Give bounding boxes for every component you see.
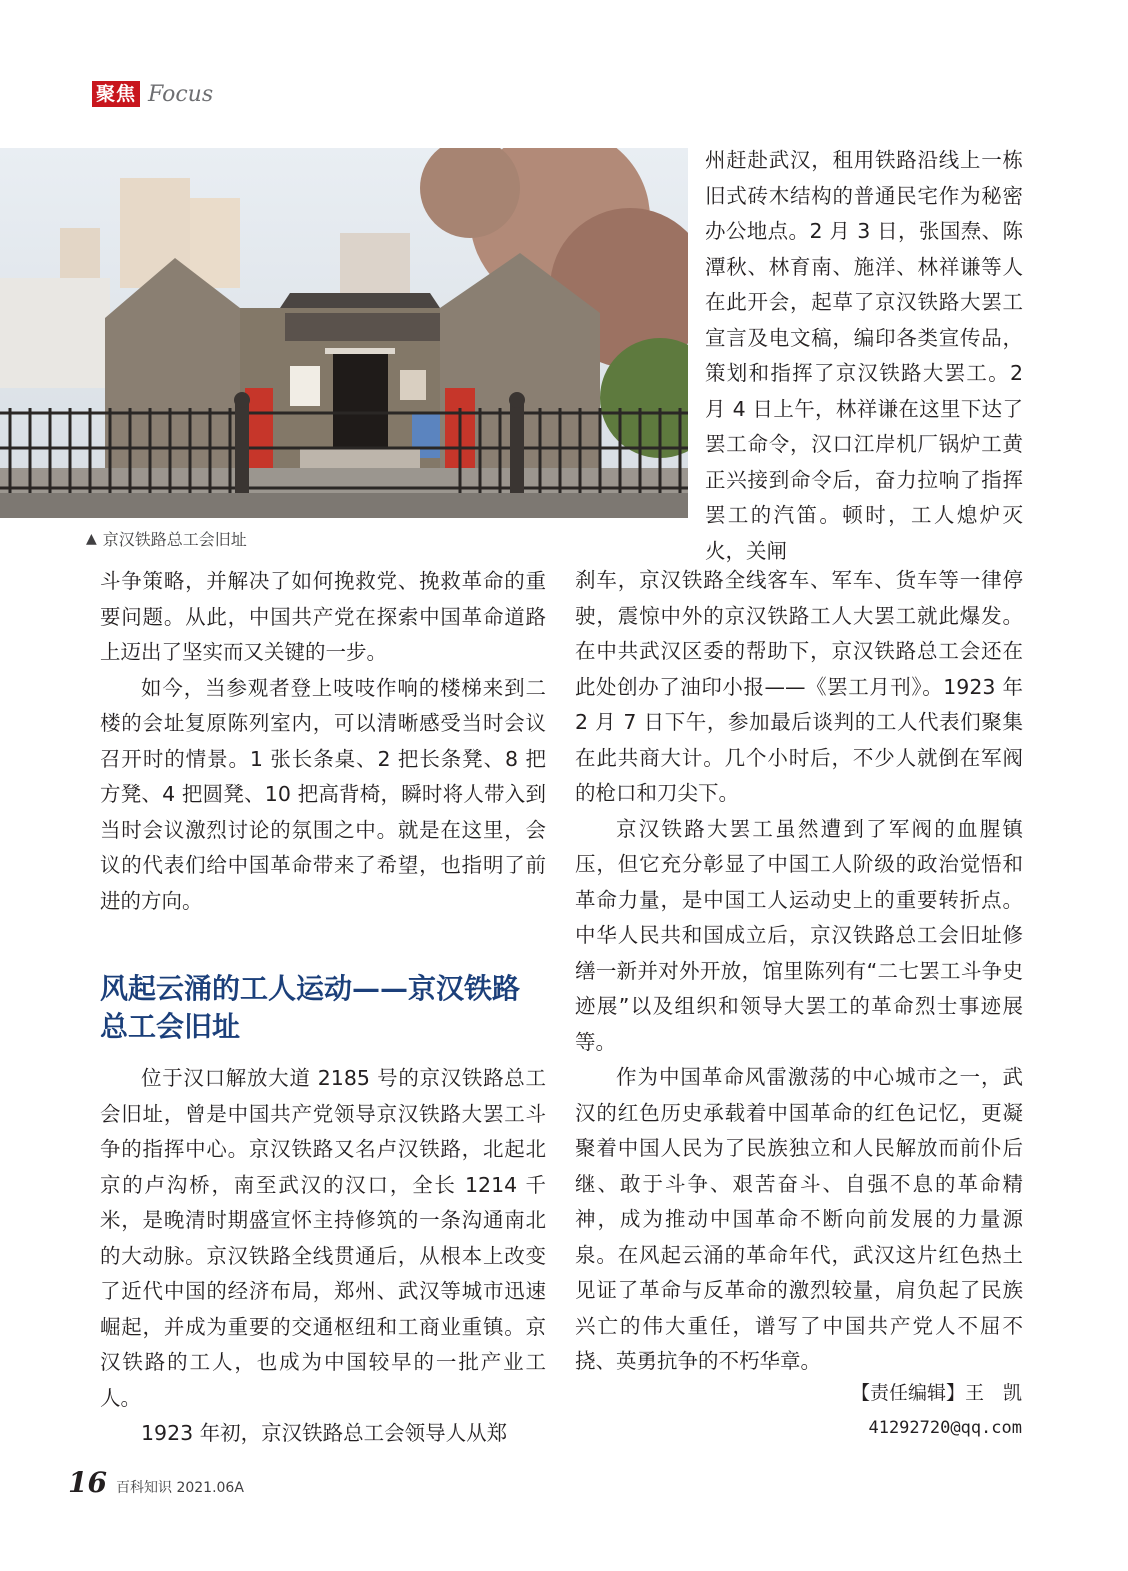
caption-triangle-icon: ▲	[86, 530, 97, 547]
paragraph: 斗争策略，并解决了如何挽救党、挽救革命的重要问题。从此，中国共产党在探索中国革命道路上迈出了坚实而又关键的一步。	[100, 569, 546, 664]
caption-text: 京汉铁路总工会旧址	[102, 530, 247, 549]
page-number: 16	[68, 1466, 107, 1499]
section-tag: 聚焦	[92, 81, 140, 107]
section-header	[92, 80, 213, 108]
right-column	[575, 563, 1023, 1380]
right-column-top	[705, 143, 1023, 569]
magazine-issue: 百科知识 2021.06A	[116, 1480, 244, 1496]
responsible-editor: 【责任编辑】王 凯	[850, 1382, 1022, 1404]
paragraph: 作为中国革命风雷激荡的中心城市之一，武汉的红色历史承载着中国革命的红色记忆，更凝聚着中国人民为了民族独立和人民解放而前仆后继、敢于斗争、艰苦奋斗、自强不息的革命精神，成为推动中国革命不断向前发展的力量源泉。在风起云涌的革命年代，武汉这片红色热土见证了革命与反革命的激烈较量，肩负起了民族兴亡的伟大重任，谱写了中国共产党人不屈不挠、英勇抗争的不朽华章。	[575, 1065, 1023, 1373]
paragraph: 刹车，京汉铁路全线客车、军车、货车等一律停驶，震惊中外的京汉铁路工人大罢工就此爆发。在中共武汉区委的帮助下，京汉铁路总工会还在此处创办了油印小报——《罢工月刊》。1923 年 2 月 7 日下午，参加最后谈判的工人代表们聚集在此共商大计。几个小时后，不少人就倒在军阀的枪口和刀尖下。	[575, 568, 1023, 805]
editor-email: 41292720@qq.com	[868, 1418, 1022, 1438]
left-column-top	[100, 564, 546, 919]
photo-caption	[86, 527, 247, 550]
section-tag-english: Focus	[148, 81, 214, 107]
paragraph: 1923 年初，京汉铁路总工会领导人从郑	[141, 1421, 508, 1445]
left-column-bottom	[100, 1061, 546, 1452]
building-photo	[0, 148, 688, 518]
paragraph: 州赶赴武汉，租用铁路沿线上一栋旧式砖木结构的普通民宅作为秘密办公地点。2 月 3 日，张国焘、陈潭秋、林育南、施洋、林祥谦等人在此开会，起草了京汉铁路大罢工宣言及电文稿，编印各类宣传品，策划和指挥了京汉铁路大罢工。2 月 4 日上午，林祥谦在这里下达了罢工命令，汉口江岸机厂锅炉工黄正兴接到命令后，奋力拉响了指挥罢工的汽笛。顿时，工人熄炉灭火，关闸	[705, 148, 1023, 563]
paragraph: 如今，当参观者登上吱吱作响的楼梯来到二楼的会址复原陈列室内，可以清晰感受当时会议召开时的情景。1 张长条桌、2 把长条凳、8 把方凳、4 把圆凳、10 把高背椅，瞬时将人带入到当时会议激烈讨论的氛围之中。就是在这里，会议的代表们给中国革命带来了希望，也指明了前进的方向。	[100, 675, 546, 913]
section-heading: 风起云涌的工人运动——京汉铁路总工会旧址	[100, 972, 521, 1043]
paragraph: 京汉铁路大罢工虽然遭到了军阀的血腥镇压，但它充分彰显了中国工人阶级的政治觉悟和革命力量，是中国工人运动史上的重要转折点。中华人民共和国成立后，京汉铁路总工会旧址修缮一新并对外开放，馆里陈列有“二七罢工斗争史迹展”以及组织和领导大罢工的革命烈士事迹展等。	[575, 816, 1023, 1054]
paragraph: 位于汉口解放大道 2185 号的京汉铁路总工会旧址，曾是中国共产党领导京汉铁路大罢工斗争的指挥中心。京汉铁路又名卢汉铁路，北起北京的卢沟桥，南至武汉的汉口，全长 1214 千米，是晚清时期盛宣怀主持修筑的一条沟通南北的大动脉。京汉铁路全线贯通后，从根本上改变了近代中国的经济布局，郑州、武汉等城市迅速崛起，并成为重要的交通枢纽和工商业重镇。京汉铁路的工人，也成为中国较早的一批产业工人。	[100, 1066, 546, 1410]
